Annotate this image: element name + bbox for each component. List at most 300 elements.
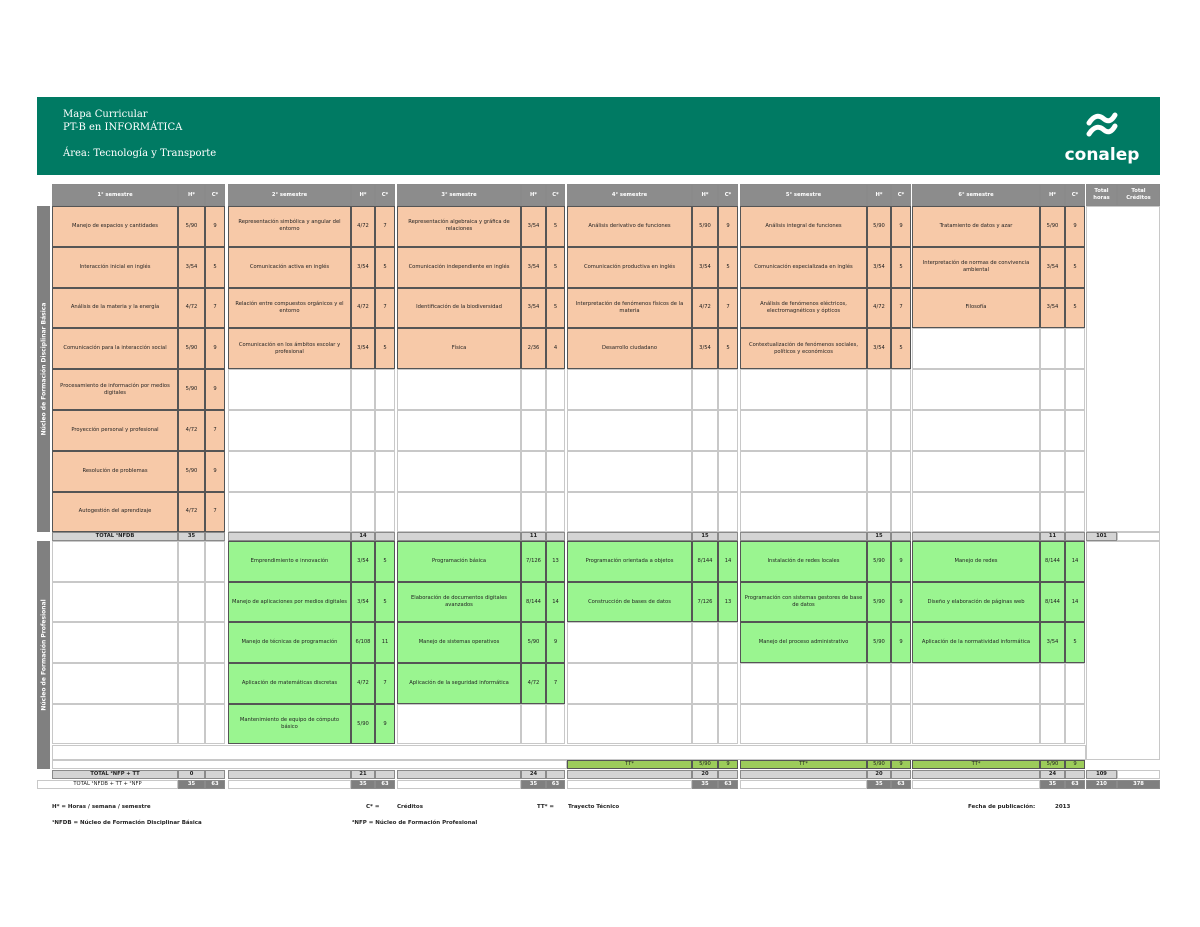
note-publication-year: 2013 — [1055, 804, 1071, 810]
trajectory-label: TT* — [567, 760, 692, 769]
empty-cell — [567, 780, 692, 789]
empty-cell — [1065, 410, 1085, 451]
total-nfdb-hours: 11 — [521, 532, 546, 541]
professional-subject: Aplicación de la normatividad informática — [912, 622, 1040, 663]
basic-subject: Procesamiento de información por medios digitales — [52, 369, 178, 410]
basic-subject: Análisis de la materia y la energía — [52, 288, 178, 329]
empty-cell — [205, 622, 225, 663]
empty-cell — [397, 369, 521, 410]
empty-cell — [546, 410, 565, 451]
empty-cell — [567, 410, 692, 451]
trajectory-credits: 9 — [1065, 760, 1085, 769]
basic-subject: Interpretación de fenómenos físicos de la materia — [567, 288, 692, 329]
total-nfp-hours: 0 — [178, 770, 205, 779]
basic-subject: Relación entre compuestos orgánicos y el entorno — [228, 288, 351, 329]
empty-cell — [718, 704, 738, 745]
empty-cell — [178, 663, 205, 704]
professional-subject: Emprendimiento e innovación — [228, 541, 351, 582]
professional-hours: 3/54 — [1040, 622, 1065, 663]
total-nfp-label: TOTAL ²NFP + TT — [52, 770, 178, 779]
professional-subject: Manejo de sistemas operativos — [397, 622, 521, 663]
empty-cell — [718, 410, 738, 451]
professional-subject: Aplicación de la seguridad informática — [397, 663, 521, 704]
basic-subject: Contextualización de fenómenos sociales, políticos y económicos — [740, 328, 867, 369]
grand-total-credits: 63 — [375, 780, 395, 789]
empty-cell — [546, 704, 565, 745]
empty-cell — [1040, 663, 1065, 704]
empty-cell — [740, 410, 867, 451]
credits-header: C* — [205, 184, 225, 206]
note-nfp: ²NFP = Núcleo de Formación Profesional — [352, 820, 478, 826]
professional-credits: 9 — [375, 704, 395, 745]
total-hours-header: Total horas — [1086, 184, 1117, 206]
semester-header-5: 5° semestre — [740, 184, 867, 206]
basic-credits: 7 — [891, 288, 911, 329]
total-nfdb-spacer — [397, 532, 521, 541]
professional-hours: 6/108 — [351, 622, 375, 663]
basic-credits: 7 — [718, 288, 738, 329]
basic-credits: 5 — [718, 328, 738, 369]
professional-hours: 4/72 — [351, 663, 375, 704]
empty-cell — [567, 451, 692, 492]
empty-cell — [351, 492, 375, 533]
grand-total-hours: 35 — [867, 780, 891, 789]
grand-total-credits: 63 — [718, 780, 738, 789]
empty-cell — [375, 410, 395, 451]
grand-total-hours: 35 — [1040, 780, 1065, 789]
trajectory-credits: 9 — [718, 760, 738, 769]
basic-credits: 5 — [375, 247, 395, 288]
basic-subject: Física — [397, 328, 521, 369]
total-nfdb-spacer — [912, 532, 1040, 541]
professional-subject: Mantenimiento de equipo de cómputo básico — [228, 704, 351, 745]
empty-cell — [718, 451, 738, 492]
basic-hours: 3/54 — [351, 247, 375, 288]
total-nfdb-total-hours: 101 — [1086, 532, 1117, 541]
total-nfp-hours: 21 — [351, 770, 375, 779]
empty-cell — [521, 704, 546, 745]
basic-subject: Desarrollo ciudadano — [567, 328, 692, 369]
basic-hours: 5/90 — [692, 206, 718, 247]
basic-credits: 5 — [1065, 247, 1085, 288]
hours-header: H* — [178, 184, 205, 206]
total-nfdb-credits — [375, 532, 395, 541]
hours-header: H* — [1040, 184, 1065, 206]
professional-credits: 14 — [1065, 541, 1085, 582]
basic-subject: Autogestión del aprendizaje — [52, 492, 178, 533]
basic-credits: 9 — [718, 206, 738, 247]
empty-cell — [891, 663, 911, 704]
professional-subject: Elaboración de documentos digitales avanzados — [397, 582, 521, 623]
empty-cell — [867, 663, 891, 704]
semester-header-6: 6° semestre — [912, 184, 1040, 206]
empty-cell — [205, 663, 225, 704]
empty-cell — [375, 451, 395, 492]
empty-cell — [692, 622, 718, 663]
empty-cell — [718, 622, 738, 663]
professional-credits: 5 — [1065, 622, 1085, 663]
empty-cell — [1040, 492, 1065, 533]
total-nfp-spacer — [228, 770, 351, 779]
empty-cell — [567, 492, 692, 533]
area-title: Área: Tecnología y Transporte — [63, 148, 217, 159]
basic-subject: Comunicación independiente en inglés — [397, 247, 521, 288]
grand-total-hours: 35 — [178, 780, 205, 789]
empty-cell — [1065, 492, 1085, 533]
empty-cell — [867, 451, 891, 492]
empty-cell — [1065, 369, 1085, 410]
professional-subject: Manejo de aplicaciones por medios digitales — [228, 582, 351, 623]
empty-cell — [397, 492, 521, 533]
total-nfp-spacer — [912, 770, 1040, 779]
basic-hours: 5/90 — [867, 206, 891, 247]
hours-header: H* — [351, 184, 375, 206]
empty-cell — [1040, 704, 1065, 745]
empty-cell — [867, 704, 891, 745]
credits-header: C* — [1065, 184, 1085, 206]
empty-cell — [567, 663, 692, 704]
empty-cell — [891, 369, 911, 410]
professional-subject: Programación orientada a objetos — [567, 541, 692, 582]
total-nfdb-credits — [546, 532, 565, 541]
hours-header: H* — [692, 184, 718, 206]
empty-cell — [718, 492, 738, 533]
basic-hours: 3/54 — [1040, 247, 1065, 288]
empty-cell — [740, 369, 867, 410]
basic-credits: 5 — [1065, 288, 1085, 329]
empty-cell — [375, 369, 395, 410]
professional-hours: 5/90 — [867, 541, 891, 582]
empty-cell — [228, 492, 351, 533]
basic-hours: 3/54 — [692, 247, 718, 288]
basic-hours: 5/90 — [1040, 206, 1065, 247]
basic-credits: 9 — [205, 451, 225, 492]
grand-total-hours-sum: 210 — [1086, 780, 1117, 789]
empty-cell — [912, 328, 1040, 369]
basic-credits: 5 — [546, 288, 565, 329]
basic-subject: Representación algebraica y gráfica de relaciones — [397, 206, 521, 247]
professional-subject: Aplicación de matemáticas discretas — [228, 663, 351, 704]
empty-cell — [178, 704, 205, 745]
grand-total-hours: 35 — [521, 780, 546, 789]
basic-credits: 5 — [891, 247, 911, 288]
professional-credits: 7 — [546, 663, 565, 704]
total-nfdb-credits — [891, 532, 911, 541]
grand-total-hours: 35 — [692, 780, 718, 789]
hours-header: H* — [867, 184, 891, 206]
professional-subject: Manejo del proceso administrativo — [740, 622, 867, 663]
empty-cell — [692, 369, 718, 410]
basic-subject: Proyección personal y profesional — [52, 410, 178, 451]
grand-total-credits: 63 — [1065, 780, 1085, 789]
basic-hours: 4/72 — [178, 492, 205, 533]
trajectory-hours: 5/90 — [692, 760, 718, 769]
basic-hours: 5/90 — [178, 328, 205, 369]
empty-cell — [740, 780, 867, 789]
professional-hours: 8/144 — [692, 541, 718, 582]
basic-subject: Comunicación en los ámbitos escolar y profesional — [228, 328, 351, 369]
basic-subject: Análisis derivativo de funciones — [567, 206, 692, 247]
empty-cell — [52, 663, 178, 704]
empty-cell — [740, 704, 867, 745]
grand-total-credits-sum: 378 — [1117, 780, 1160, 789]
empty-cell — [1040, 451, 1065, 492]
trajectory-credits: 9 — [891, 760, 911, 769]
professional-subject: Construcción de bases de datos — [567, 582, 692, 623]
total-nfp-credits — [546, 770, 565, 779]
map-title: Mapa Curricular — [63, 109, 148, 120]
basic-hours: 3/54 — [521, 288, 546, 329]
empty-cell — [567, 704, 692, 745]
total-nfp-hours: 20 — [867, 770, 891, 779]
hours-header: H* — [521, 184, 546, 206]
empty-cell — [718, 663, 738, 704]
empty-cell — [52, 760, 567, 769]
empty-cell — [1117, 770, 1160, 779]
total-nfdb-credits — [1065, 532, 1085, 541]
empty-cell — [718, 369, 738, 410]
basic-subject: Identificación de la biodiversidad — [397, 288, 521, 329]
basic-subject: Comunicación para la interacción social — [52, 328, 178, 369]
total-nfdb-hours: 15 — [692, 532, 718, 541]
basic-subject: Manejo de espacios y cantidades — [52, 206, 178, 247]
basic-credits: 5 — [891, 328, 911, 369]
note-publication-label: Fecha de publicación: — [968, 804, 1036, 810]
empty-cell — [692, 492, 718, 533]
professional-hours: 5/90 — [867, 622, 891, 663]
empty-cell — [52, 622, 178, 663]
professional-hours: 3/54 — [351, 541, 375, 582]
total-nfp-hours: 24 — [1040, 770, 1065, 779]
total-nfdb-spacer — [567, 532, 692, 541]
credits-header: C* — [546, 184, 565, 206]
empty-cell — [228, 410, 351, 451]
basic-credits: 5 — [718, 247, 738, 288]
basic-credits: 5 — [205, 247, 225, 288]
total-nfp-spacer — [567, 770, 692, 779]
empty-cell — [912, 451, 1040, 492]
empty-cell — [912, 780, 1040, 789]
professional-subject: Manejo de técnicas de programación — [228, 622, 351, 663]
professional-hours: 5/90 — [521, 622, 546, 663]
empty-cell — [1065, 704, 1085, 745]
empty-cell — [228, 451, 351, 492]
professional-subject: Manejo de redes — [912, 541, 1040, 582]
empty-cell — [912, 410, 1040, 451]
basic-subject: Interpretación de normas de convivencia ambiental — [912, 247, 1040, 288]
basic-credits: 7 — [205, 410, 225, 451]
professional-hours: 8/144 — [1040, 582, 1065, 623]
total-nfdb-spacer — [740, 532, 867, 541]
professional-hours: 5/90 — [867, 582, 891, 623]
semester-header-2: 2° semestre — [228, 184, 351, 206]
basic-hours: 3/54 — [867, 328, 891, 369]
professional-credits: 5 — [375, 582, 395, 623]
basic-hours: 5/90 — [178, 451, 205, 492]
professional-hours: 3/54 — [351, 582, 375, 623]
basic-credits: 7 — [375, 206, 395, 247]
total-nfdb-spacer — [228, 532, 351, 541]
trajectory-hours: 5/90 — [1040, 760, 1065, 769]
basic-subject: Representación simbólica y angular del entorno — [228, 206, 351, 247]
total-nfdb-credits — [718, 532, 738, 541]
credits-header: C* — [375, 184, 395, 206]
empty-cell — [891, 492, 911, 533]
basic-hours: 5/90 — [178, 206, 205, 247]
total-nfdb-hours: 35 — [178, 532, 205, 541]
basic-credits: 9 — [205, 328, 225, 369]
grand-total-hours: 35 — [351, 780, 375, 789]
empty-cell — [692, 410, 718, 451]
professional-credits: 13 — [546, 541, 565, 582]
empty-cell — [912, 369, 1040, 410]
empty-cell — [1065, 328, 1085, 369]
professional-hours: 8/144 — [521, 582, 546, 623]
empty-cell — [521, 451, 546, 492]
basic-credits: 9 — [205, 369, 225, 410]
professional-credits: 14 — [546, 582, 565, 623]
total-nfp-hours: 24 — [521, 770, 546, 779]
basic-subject: Interacción inicial en inglés — [52, 247, 178, 288]
basic-hours: 4/72 — [351, 288, 375, 329]
total-credits-header: Total Créditos — [1117, 184, 1160, 206]
credits-header: C* — [718, 184, 738, 206]
empty-cell — [1065, 451, 1085, 492]
empty-cell — [867, 369, 891, 410]
basic-credits: 7 — [205, 492, 225, 533]
total-nfp-credits — [718, 770, 738, 779]
professional-subject: Programación básica — [397, 541, 521, 582]
side-label-basic: Núcleo de Formación Disciplinar Básica — [37, 206, 50, 532]
empty-cell — [397, 704, 521, 745]
total-nfp-spacer — [740, 770, 867, 779]
empty-cell — [912, 663, 1040, 704]
empty-cell — [52, 745, 1086, 760]
basic-credits: 7 — [205, 288, 225, 329]
note-hours: H* = Horas / semana / semestre — [52, 804, 151, 810]
basic-hours: 3/54 — [692, 328, 718, 369]
basic-hours: 3/54 — [867, 247, 891, 288]
empty-cell — [546, 369, 565, 410]
empty-cell — [178, 582, 205, 623]
empty-cell — [228, 780, 351, 789]
basic-hours: 4/72 — [351, 206, 375, 247]
total-nfp-credits — [205, 770, 225, 779]
empty-cell — [521, 369, 546, 410]
basic-credits: 4 — [546, 328, 565, 369]
professional-credits: 13 — [718, 582, 738, 623]
empty-cell — [521, 410, 546, 451]
empty-cell — [205, 582, 225, 623]
basic-hours: 5/90 — [178, 369, 205, 410]
basic-hours: 3/54 — [178, 247, 205, 288]
basic-subject: Filosofía — [912, 288, 1040, 329]
empty-cell — [740, 451, 867, 492]
professional-subject: Instalación de redes locales — [740, 541, 867, 582]
credits-header: C* — [891, 184, 911, 206]
professional-hours: 7/126 — [521, 541, 546, 582]
empty-cell — [52, 582, 178, 623]
trajectory-hours: 5/90 — [867, 760, 891, 769]
total-nfdb-hours: 14 — [351, 532, 375, 541]
professional-hours: 8/144 — [1040, 541, 1065, 582]
basic-hours: 4/72 — [178, 288, 205, 329]
basic-credits: 5 — [546, 206, 565, 247]
total-nfdb-hours: 15 — [867, 532, 891, 541]
note-credits: Créditos — [397, 804, 423, 810]
empty-cell — [375, 492, 395, 533]
semester-header-4: 4° semestre — [567, 184, 692, 206]
empty-cell — [867, 410, 891, 451]
note-tt-label: TT* = — [537, 804, 555, 810]
empty-cell — [891, 410, 911, 451]
logo-text: conalep — [1064, 145, 1140, 165]
professional-credits: 5 — [375, 541, 395, 582]
empty-cell — [178, 541, 205, 582]
total-nfp-hours: 20 — [692, 770, 718, 779]
program-title: PT-B en INFORMÁTICA — [63, 122, 183, 133]
empty-cell — [891, 451, 911, 492]
total-nfp-spacer — [397, 770, 521, 779]
basic-credits: 9 — [891, 206, 911, 247]
empty-cell — [692, 663, 718, 704]
trajectory-label: TT* — [740, 760, 867, 769]
basic-hours: 3/54 — [1040, 288, 1065, 329]
empty-cell — [1086, 206, 1160, 532]
professional-credits: 9 — [891, 541, 911, 582]
professional-credits: 14 — [718, 541, 738, 582]
empty-cell — [546, 492, 565, 533]
professional-credits: 7 — [375, 663, 395, 704]
professional-credits: 9 — [891, 582, 911, 623]
basic-credits: 5 — [546, 247, 565, 288]
empty-cell — [397, 451, 521, 492]
empty-cell — [351, 410, 375, 451]
basic-subject: Comunicación productiva en inglés — [567, 247, 692, 288]
basic-hours: 3/54 — [521, 247, 546, 288]
semester-header-3: 3° semestre — [397, 184, 521, 206]
basic-subject: Comunicación activa en inglés — [228, 247, 351, 288]
professional-credits: 9 — [891, 622, 911, 663]
empty-cell — [1040, 328, 1065, 369]
basic-credits: 5 — [375, 328, 395, 369]
empty-cell — [178, 622, 205, 663]
empty-cell — [740, 492, 867, 533]
basic-subject: Análisis integral de funciones — [740, 206, 867, 247]
empty-cell — [1086, 541, 1160, 760]
empty-cell — [1065, 663, 1085, 704]
total-nfdb-hours: 11 — [1040, 532, 1065, 541]
total-nfp-credits — [375, 770, 395, 779]
professional-credits: 11 — [375, 622, 395, 663]
empty-cell — [567, 369, 692, 410]
basic-hours: 4/72 — [867, 288, 891, 329]
note-nfdb: ¹NFDB = Núcleo de Formación Disciplinar Básica — [52, 820, 202, 826]
empty-cell — [692, 451, 718, 492]
empty-cell — [740, 663, 867, 704]
basic-hours: 4/72 — [178, 410, 205, 451]
professional-hours: 5/90 — [351, 704, 375, 745]
empty-cell — [912, 704, 1040, 745]
empty-cell — [912, 492, 1040, 533]
basic-subject: Comunicación especializada en inglés — [740, 247, 867, 288]
basic-hours: 2/36 — [521, 328, 546, 369]
professional-subject: Programación con sistemas gestores de base de datos — [740, 582, 867, 623]
empty-cell — [351, 451, 375, 492]
professional-hours: 7/126 — [692, 582, 718, 623]
semester-header-1: 1° semestre — [52, 184, 178, 206]
total-nfdb-credits — [205, 532, 225, 541]
